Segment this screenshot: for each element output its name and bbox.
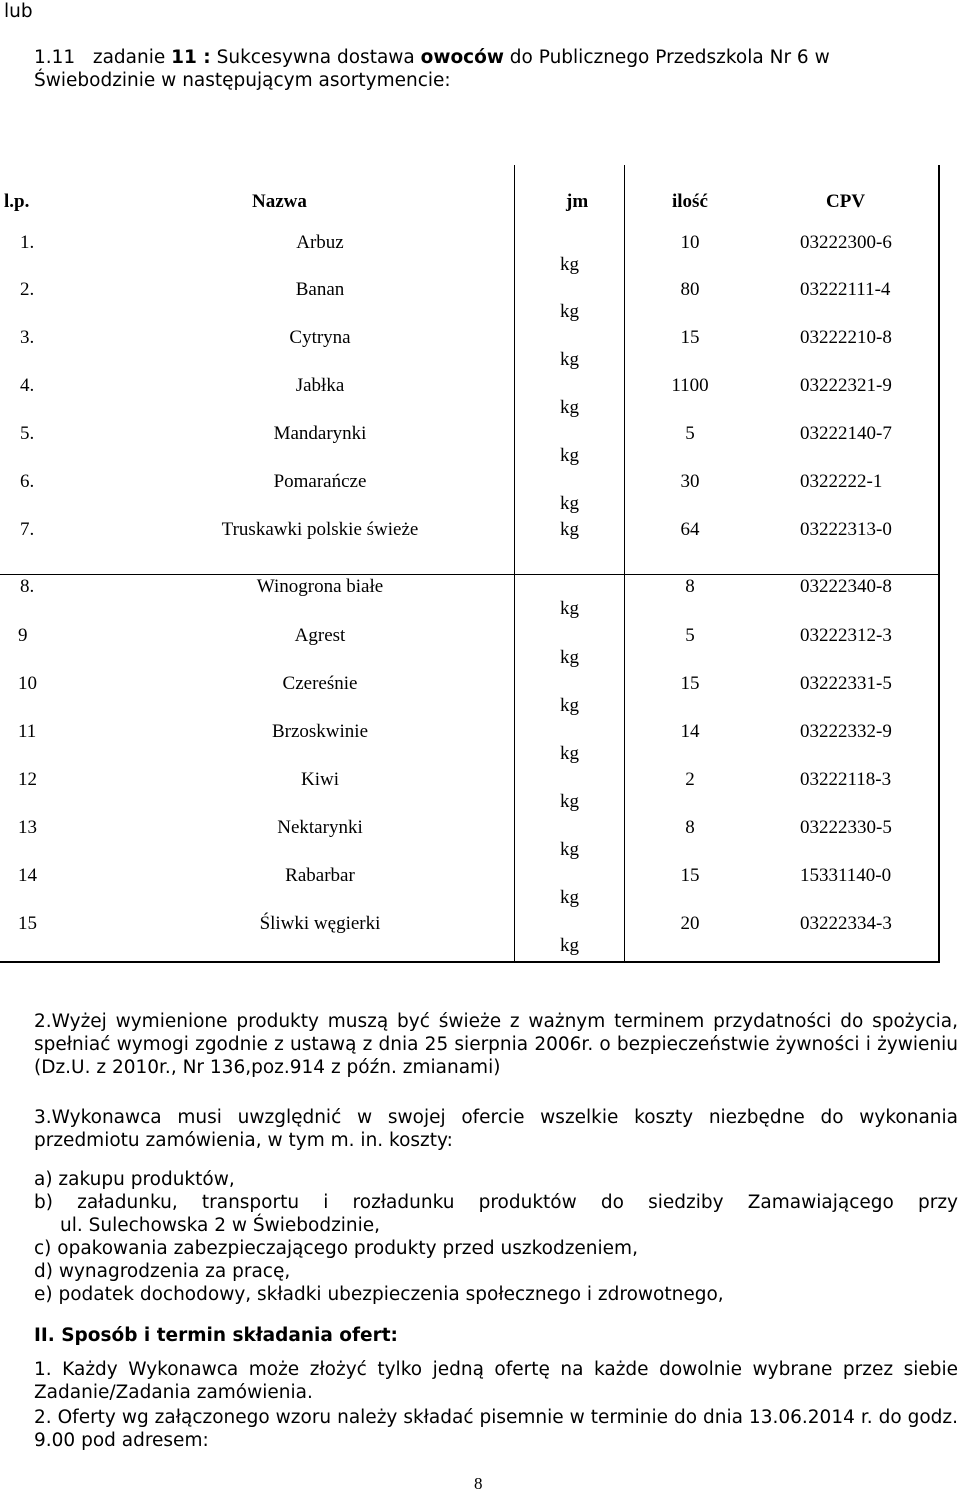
header-jm: jm [566,191,589,212]
row-lp: 5. [20,423,35,444]
row-name: Mandarynki [273,423,367,444]
row-jm: kg [560,493,579,514]
cost-item-d: d) wynagrodzenia za pracę, [34,1261,291,1282]
row-qty: 1100 [671,375,709,396]
row-lp: 2. [20,279,35,300]
row-cpv: 03222118-3 [800,769,892,790]
offer-point-2: 2. Oferty wg załączonego wzoru należy składać pisemnie w terminie do dnia 13.06.2014 r. do godz. 9.00 pod adresem: [34,1407,958,1451]
row-jm: kg [560,935,579,956]
row-name: Truskawki polskie świeże [221,519,419,540]
row-lp: 6. [20,471,35,492]
top-word: lub [4,1,33,22]
row-jm: kg [560,519,579,540]
row-name: Pomarańcze [273,471,367,492]
row-cpv: 0322222-1 [800,471,883,492]
col-divider-qty [624,165,625,961]
row-divider [0,574,938,575]
row-lp: 4. [20,375,35,396]
row-lp: 11 [18,721,37,742]
row-jm: kg [560,301,579,322]
header-qty: ilość [672,191,708,212]
section-heading: 1.11 zadanie 11 : Sukcesywna dostawa owoców do Publicznego Przedszkola Nr 6 w Świebodzinie w następującym asortymencie: [34,47,830,91]
row-jm: kg [560,839,579,860]
cost-item-b: b) załadunku, transportu i rozładunku produktów do siedziby Zamawiającego przy ul. Sulechowska 2 w Świebodzinie, [34,1192,958,1236]
row-jm: kg [560,791,579,812]
row-jm: kg [560,887,579,908]
row-qty: 8 [685,817,695,838]
row-cpv: 03222330-5 [800,817,892,838]
row-lp: 14 [18,865,37,886]
row-lp: 8. [20,576,35,597]
row-qty: 80 [680,279,700,300]
row-name: Brzoskwinie [271,721,369,742]
row-qty: 15 [680,327,700,348]
row-jm: kg [560,647,579,668]
paragraph-2: 2.Wyżej wymienione produkty muszą być świeże z ważnym terminem przydatności do spożycia, spełniać wymogi zgodnie z ustawą z dnia 25 sierpnia 2006r. o bezpieczeństwie żywności i żywieniu (Dz.U. z 2010r., Nr 136,poz.914 z późn. zmianami) [34,1011,958,1078]
row-name: Kiwi [301,769,339,790]
row-qty: 30 [680,471,700,492]
row-cpv: 03222140-7 [800,423,892,444]
cost-item-a: a) zakupu produktów, [34,1169,235,1190]
row-cpv: 03222210-8 [800,327,892,348]
paragraph-3: 3.Wykonawca musi uwzględnić w swojej ofercie wszelkie koszty niezbędne do wykonania przedmiotu zamówienia, w tym m. in. koszty: [34,1107,958,1151]
row-jm: kg [560,254,579,275]
row-name: Agrest [294,625,346,646]
col-divider-jm [514,165,515,961]
row-cpv: 03222313-0 [800,519,892,540]
row-jm: kg [560,349,579,370]
header-name: Nazwa [252,191,307,212]
row-name: Nektarynki [277,817,363,838]
row-cpv: 03222340-8 [800,576,892,597]
row-qty: 2 [685,769,695,790]
row-name: Winogrona białe [256,576,384,597]
row-qty: 15 [680,673,700,694]
task-number: 11 : [171,47,211,68]
row-qty: 20 [680,913,700,934]
row-qty: 15 [680,865,700,886]
header-lp: l.p. [4,191,30,212]
section-2-title: II. Sposób i termin składania ofert: [34,1325,398,1346]
cost-item-c: c) opakowania zabezpieczającego produkty przed uszkodzeniem, [34,1238,638,1259]
row-name: Śliwki węgierki [259,913,381,934]
row-name: Czereśnie [282,673,358,694]
row-name: Rabarbar [285,865,355,886]
row-jm: kg [560,397,579,418]
row-cpv: 03222312-3 [800,625,892,646]
row-jm: kg [560,445,579,466]
row-jm: kg [560,695,579,716]
item-category: owoców [420,47,504,68]
row-lp: 13 [18,817,37,838]
row-qty: 8 [685,576,695,597]
row-qty: 5 [685,423,695,444]
row-lp: 12 [18,769,37,790]
row-jm: kg [560,743,579,764]
row-lp: 3. [20,327,35,348]
row-cpv: 15331140-0 [800,865,892,886]
row-lp: 9 [18,625,28,646]
header-cpv: CPV [826,191,866,212]
row-lp: 15 [18,913,37,934]
row-cpv: 03222332-9 [800,721,892,742]
row-qty: 64 [680,519,700,540]
row-qty: 10 [680,232,700,253]
row-qty: 5 [685,625,695,646]
row-qty: 14 [680,721,700,742]
row-lp: 1. [20,232,35,253]
assortment-table [0,165,940,963]
row-cpv: 03222300-6 [800,232,892,253]
page-number: 8 [474,1474,483,1493]
row-name: Banan [295,279,345,300]
row-cpv: 03222111-4 [800,279,891,300]
offer-point-1: 1. Każdy Wykonawca może złożyć tylko jedną ofertę na każde dowolnie wybrane przez siebie Zadanie/Zadania zamówienia. [34,1359,958,1403]
row-cpv: 03222334-3 [800,913,892,934]
section-number: 1.11 [34,47,76,68]
cost-list [34,1168,958,1306]
cost-item-e: e) podatek dochodowy, składki ubezpieczenia społecznego i zdrowotnego, [34,1284,724,1305]
row-name: Cytryna [289,327,351,348]
row-name: Jabłka [295,375,345,396]
row-name: Arbuz [296,232,344,253]
row-lp: 7. [20,519,35,540]
row-lp: 10 [18,673,37,694]
row-cpv: 03222321-9 [800,375,892,396]
row-cpv: 03222331-5 [800,673,892,694]
row-jm: kg [560,598,579,619]
